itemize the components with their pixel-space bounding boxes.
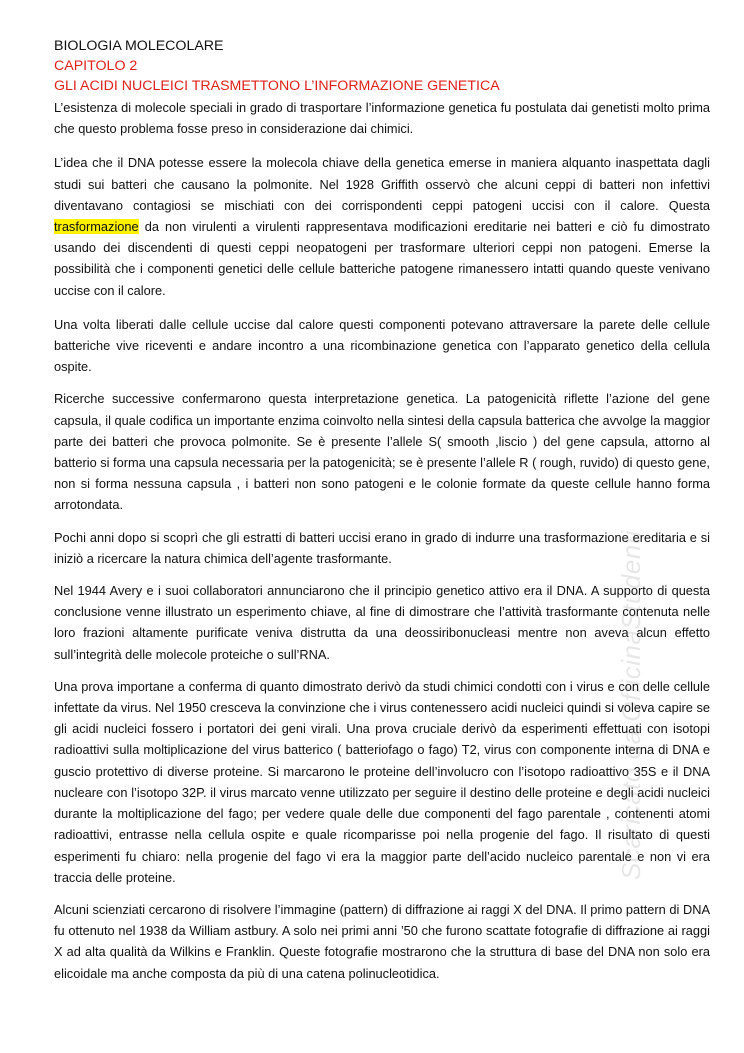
highlighted-term: trasformazione [54, 219, 139, 235]
document-page [54, 36, 710, 995]
paragraph-4: Ricerche successive confermarono questa interpretazione genetica. La patogenicità riflette l’azione del gene capsula, il quale codifica un importante enzima coinvolto nella sintesi della capsula batterica che avvolge la maggior parte dei batteri che provoca polmonite. Se è presente l’allele S( smooth ,liscio ) del gene capsula, attorno al batterio si forma una capsula necessaria per la patogenicità; se è presente l’allele R ( rough, ruvido) di questo gene, non si forma nessuna capsula , i batteri non sono patogeni e le colonie formate da queste cellule hanno forma arrotondata. [54, 391, 710, 513]
watermark: Scaricato da OfficinaStudenti [616, 530, 646, 880]
paragraph-3: Una volta liberati dalle cellule uccise dal calore questi componenti potevano attraversare la parete delle cellule batteriche vive riceventi e andare incontro a una ricombinazione genetica con l’apparato genetico della cellula ospite. [54, 316, 710, 375]
paragraph-8: Alcuni scienziati cercarono di risolvere l’immagine (pattern) di diffrazione ai raggi X del DNA. Il primo pattern di DNA fu ottenuto nel 1938 da William astbury. A solo nei primi anni ’50 che furono scattate fotografie di diffrazione ai raggi X ad alta qualità da Wilkins e Franklin. Queste fotografie mostrarono che la struttura di base del DNA non solo era elicoidale ma anche composta da più di una catena polinucleotidica. [54, 901, 710, 981]
paragraph-6: Nel 1944 Avery e i suoi collaboratori annunciarono che il principio genetico attivo era il DNA. A supporto di questa conclusione venne illustrato un esperimento chiave, al fine di dimostrare che l’attività trasformante contenuta nelle loro frazioni altamente purificate veniva distrutta da una deossiribonucleasi mentre non aveva alcun effetto sull’integrità delle molecole proteiche o sull’RNA. [54, 583, 710, 662]
chapter-title: GLI ACIDI NUCLEICI TRASMETTONO L’INFORMAZIONE GENETICA [54, 78, 500, 94]
paragraph-2 [54, 152, 710, 300]
subject-heading: BIOLOGIA MOLECOLARE [54, 38, 224, 54]
paragraph-7: Una prova importane a conferma di quanto dimostrato derivò da studi chimici condotti con i virus e con delle cellule infettate da virus. Nel 1950 cresceva la convinzione che i virus contenessero acidi nucleici quindi si voleva capire se gli acidi nucleici fossero i portatori dei geni virali. Una prova cruciale derivò da esperimenti effettuati con isotopi radioattivi sulla moltiplicazione del virus batterico ( batteriofago o fago) T2, virus con componente interna di DNA e guscio protettivo di diverse proteine. Si marcarono le proteine dell’involucro con l’isotopo radioattivo 35S e il DNA nucleare con l’isotopo 32P. il virus marcato venne utilizzato per seguire il destino delle proteine e degli acidi nucleici durante la moltiplicazione del fago; per vedere quale delle due componenti del fago parentale , contenenti atomi radioattivi, entrasse nella cellula ospite e quale ricomparisse poi nella progenie del fago. Il risultato di questi esperimenti fu chiaro: nella progenie del fago vi era la maggior parte dell’acido nucleico parentale e non vi era traccia delle proteine. [54, 678, 710, 885]
paragraph-2-text-b: da non virulenti a virulenti rappresentava modificazioni ereditarie nei batteri e ciò fu dimostrato usando dei discendenti di questi ceppi neopatogeni per trasformare ulteriori ceppi non patogeni. Emerse la possibilità che i componenti genetici delle cellule batteriche patogene rimanessero intatti quando queste venivano uccise con il calore. [54, 219, 710, 298]
paragraph-5: Pochi anni dopo si scoprì che gli estratti di batteri uccisi erano in grado di indurre una trasformazione ereditaria e si iniziò a ricercare la natura chimica dell’agente trasformante. [54, 529, 710, 566]
paragraph-1: L’esistenza di molecole speciali in grado di trasportare l’informazione genetica fu postulata dai genetisti molto prima che questo problema fosse preso in considerazione dai chimici. [54, 100, 710, 137]
paragraph-2-text-a: L’idea che il DNA potesse essere la molecola chiave della genetica emerse in maniera alquanto inaspettata dagli studi sui batteri che causano la polmonite. Nel 1928 Griffith osservò che alcuni ceppi di batteri non infettivi diventavano contagiosi se mischiati con dei corrispondenti ceppi patogeni uccisi con il calore. Questa [54, 155, 710, 213]
chapter-heading: CAPITOLO 2 [54, 58, 138, 74]
